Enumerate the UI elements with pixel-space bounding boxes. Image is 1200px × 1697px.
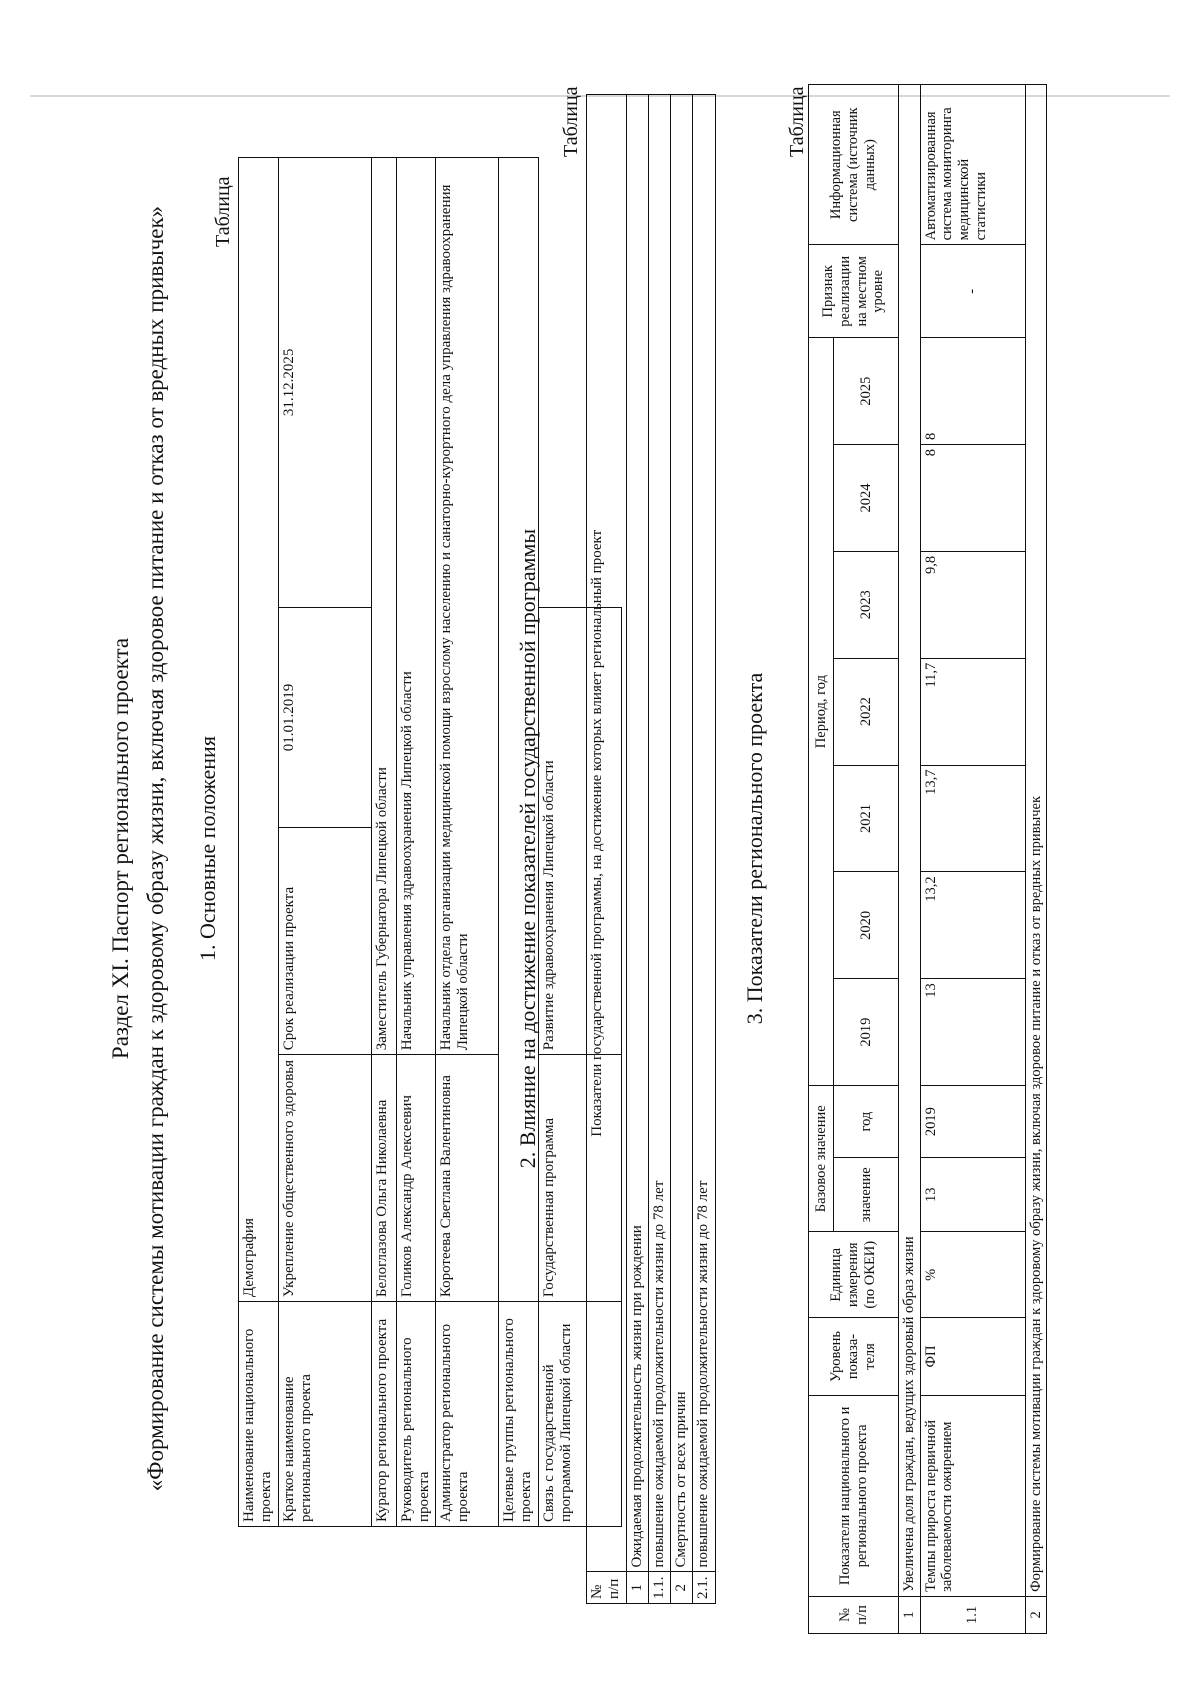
row-text: Смертность от всех причин (671, 95, 693, 1573)
group-text: Формирование системы мотивации граждан к здоровому образу жизни, включая здоровое питание и отказ от вредных привычек (1025, 85, 1047, 1597)
header-year: 2023 (834, 551, 899, 658)
term-label: Срок реализации проекта (278, 828, 371, 1055)
link-type: Государственная программа (538, 1055, 621, 1302)
header-year: 2022 (834, 658, 899, 765)
group-num: 2 (1025, 1596, 1047, 1633)
indicators-table (808, 84, 1047, 1634)
short-name-value: Укрепление общественного здоровья (278, 1055, 371, 1302)
curator-label: Куратор регионального проекта (371, 1302, 396, 1527)
admin-label: Администратор регионального проекта (436, 1302, 499, 1527)
section-title: Раздел XI. Паспорт регионального проекта (108, 637, 133, 1060)
influence-table (586, 94, 716, 1604)
header-local-sign: Признак реализации на местном уровне (809, 245, 899, 338)
section3-heading: 3. Показатели регионального проекта (742, 672, 767, 1025)
section1-table-label: Таблица (212, 176, 234, 247)
header-unit: Единица измерения (по ОКЕИ) (809, 1232, 899, 1318)
table-header-row (809, 85, 834, 1634)
group-text: Увеличена доля граждан, ведущих здоровый образ жизни (899, 85, 921, 1597)
row-num: 1.1. (648, 1572, 670, 1604)
row-base-year: 2019 (920, 1086, 1025, 1158)
short-name-label: Краткое наименование регионального проекта (278, 1302, 371, 1527)
curator-position: Заместитель Губернатора Липецкой области (371, 158, 396, 1055)
row-num: 1.1 (920, 1596, 1025, 1633)
leader-position: Начальник управления здравоохранения Липецкой области (396, 158, 436, 1055)
table-row (899, 85, 921, 1634)
table-row (693, 95, 715, 1604)
col-num-header: № п/п (587, 1572, 627, 1604)
header-year: 2024 (834, 445, 899, 552)
header-level: Уровень показа-теля (809, 1318, 899, 1396)
row-value: 13,2 (920, 872, 1025, 979)
table-row (671, 95, 693, 1604)
term-start: 01.01.2019 (278, 607, 371, 828)
row-unit: % (920, 1232, 1025, 1318)
row-value: 8 (920, 338, 1025, 445)
row-value: 9,8 (920, 551, 1025, 658)
admin-name: Коротеева Светлана Валентиновна (436, 1055, 499, 1302)
national-project-value: Демография (239, 158, 279, 1302)
leader-label: Руководитель регионального проекта (396, 1302, 436, 1527)
row-indicator: Темпы прироста первичной заболеваемости ожирением (920, 1395, 1025, 1596)
row-text: повышение ожидаемой продолжительности жизни до 78 лет (693, 95, 715, 1573)
row-text: повышение ожидаемой продолжительности жизни до 78 лет (648, 95, 670, 1573)
row-num: 2 (671, 1572, 693, 1604)
row-local-sign: - (920, 245, 1025, 338)
link-label: Связь с государственной программой Липецкой области (538, 1302, 621, 1527)
table-row (587, 95, 627, 1604)
table-row (626, 95, 648, 1604)
row-num: 1 (626, 1572, 648, 1604)
project-title: «Формирование системы мотивации граждан к здоровому образу жизни, включая здоровое питание и отказ от вредных привычек» (143, 205, 168, 1492)
link-value: Развитие здравоохранения Липецкой области (538, 607, 621, 1055)
header-base-value: значение (834, 1158, 899, 1232)
header-num: № п/п (809, 1596, 899, 1633)
header-info-system: Информационная система (источник данных) (809, 85, 899, 245)
row-value: 8 (920, 445, 1025, 552)
table-row (371, 158, 396, 1527)
header-year: 2019 (834, 979, 899, 1086)
header-period: Период, год (809, 338, 834, 1086)
table-row (436, 158, 499, 1527)
row-value: 11,7 (920, 658, 1025, 765)
table-row (239, 158, 279, 1527)
col-indicators-header: Показатели государственной программы, на достижение которых влияет региональный проект (587, 95, 627, 1573)
header-year: 2020 (834, 872, 899, 979)
section2-heading: 2. Влияние на достижение показателей государственной программы (515, 528, 540, 1169)
target-groups-label: Целевые группы регионального проекта (499, 1302, 539, 1527)
row-level: ФП (920, 1318, 1025, 1396)
admin-position: Начальник отдела организации медицинской помощи взрослому населению и санаторно-курортного дела управления здравоохранения Липецкой области (436, 158, 499, 1055)
section1-heading: 1. Основные положения (195, 736, 220, 961)
table-row (1025, 85, 1047, 1634)
header-base: Базовое значение (809, 1086, 834, 1232)
table-row (278, 158, 371, 1527)
table-row (920, 85, 1025, 1634)
row-base-value: 13 (920, 1158, 1025, 1232)
row-info-system: Автоматизированная система мониторинга медицинской статистики (920, 85, 1025, 245)
table-row (648, 95, 670, 1604)
national-project-label: Наименование национального проекта (239, 1302, 279, 1527)
group-num: 1 (899, 1596, 921, 1633)
row-num: 2.1. (693, 1572, 715, 1604)
basic-info-table (238, 157, 622, 1527)
curator-name: Белоглазова Ольга Николаевна (371, 1055, 396, 1302)
header-year: 2025 (834, 338, 899, 445)
term-end: 31.12.2025 (278, 158, 371, 608)
header-year: 2021 (834, 765, 899, 872)
row-value: 13,7 (920, 765, 1025, 872)
header-indicators: Показатели национального и регионального проекта (809, 1395, 899, 1596)
header-base-year: год (834, 1086, 899, 1158)
row-value: 13 (920, 979, 1025, 1086)
leader-name: Голиков Александр Алексеевич (396, 1055, 436, 1302)
section3-table-label: Таблица (786, 86, 808, 157)
row-text: Ожидаемая продолжительность жизни при рождении (626, 95, 648, 1573)
section2-table-label: Таблица (560, 86, 582, 157)
table-row (396, 158, 436, 1527)
